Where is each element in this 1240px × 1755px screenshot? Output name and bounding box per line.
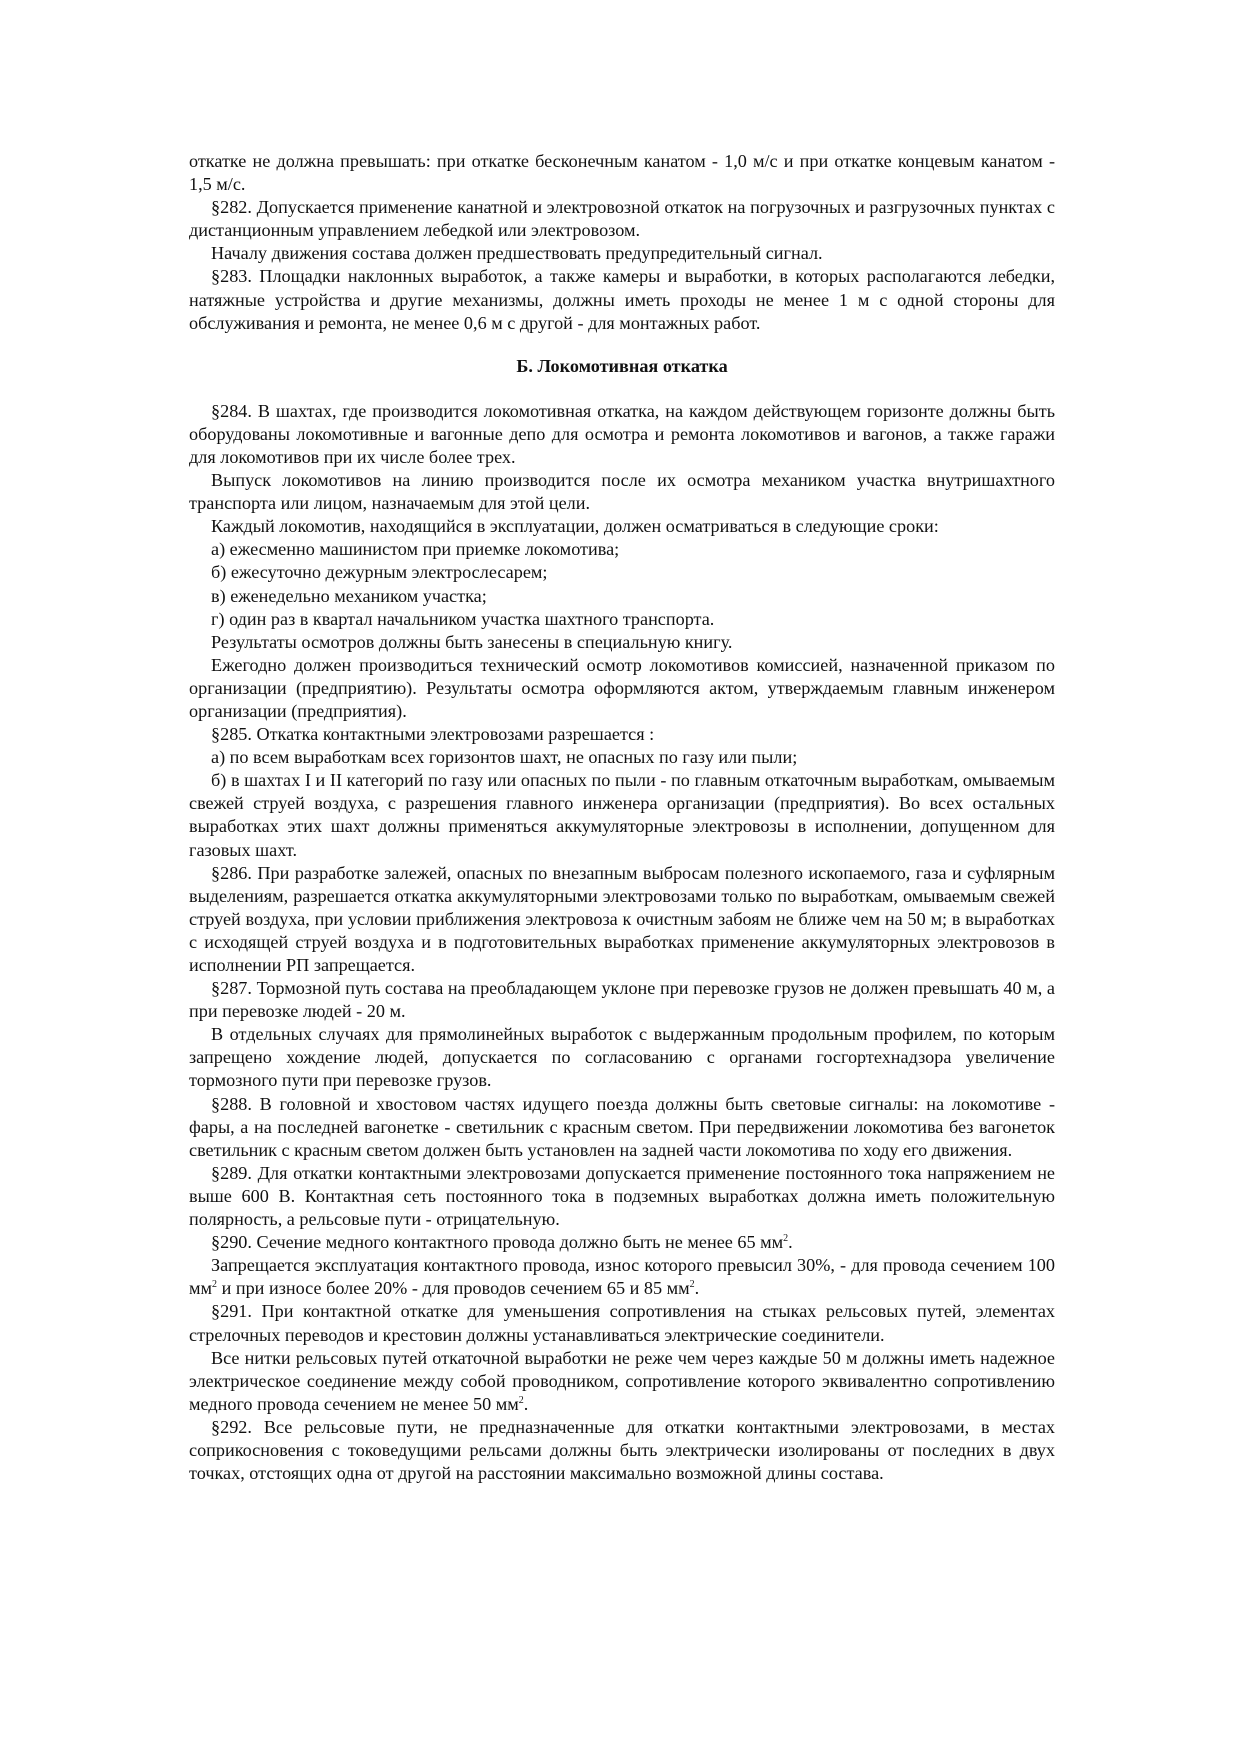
paragraph-284-results: Результаты осмотров должны быть занесены в специальную книгу. — [211, 631, 733, 652]
paragraph-287: §287. Тормозной путь состава на преобладающем уклоне при перевозке грузов не должен превышать 40 м, а при перевозке людей - 20 м. — [189, 978, 1055, 1022]
paragraph-continuation: откатке не должна превышать: при откатке бесконечным канатом - 1,0 м/с и при откатке концевым канатом - 1,5 м/с. — [189, 151, 1055, 195]
paragraph-284-annual: Ежегодно должен производиться технический осмотр локомотивов комиссией, назначенной приказом по организации (предприятию). Результаты осмотра оформляются актом, утверждаемым главным инженером организации (предприятия). — [189, 654, 1055, 721]
list-item: а) ежесменно машинистом при приемке локомотива; — [211, 539, 620, 560]
paragraph-282-signal: Началу движения состава должен предшествовать предупредительный сигнал. — [211, 243, 823, 264]
paragraph-287-exception: В отдельных случаях для прямолинейных выработок с выдержанным продольным профилем, по которым запрещено хождение людей, допускается по согласованию с органами госгортехнадзора увеличение тормозного пути при перевозке грузов. — [189, 1024, 1055, 1091]
paragraph-282: §282. Допускается применение канатной и электровозной откаток на погрузочных и разгрузочных пунктах с дистанционным управлением лебедкой или электровозом. — [189, 197, 1055, 241]
list-item: б) ежесуточно дежурным электрослесарем; — [211, 562, 548, 583]
list-item: г) один раз в квартал начальником участка шахтного транспорта. — [211, 608, 715, 629]
paragraph-291: §291. При контактной откатке для уменьшения сопротивления на стыках рельсовых путей, элементах стрелочных переводов и крестовин должны устанавливаться электрические соединители. — [189, 1301, 1055, 1345]
paragraph-292: §292. Все рельсовые пути, не предназначенные для откатки контактными электровозами, в местах соприкосновения с токоведущими рельсами должны быть электрически изолированы от последних в двух точках, отстоящих одна от другой на расстоянии максимально возможной длины состава. — [189, 1416, 1055, 1484]
paragraph-284-inspection: Каждый локомотив, находящийся в эксплуатации, должен осматриваться в следующие сроки: — [211, 516, 939, 537]
list-item: в) еженедельно механиком участка; — [211, 585, 487, 606]
paragraph-286: §286. При разработке залежей, опасных по внезапным выбросам полезного ископаемого, газа и суфлярным выделениям, разрешается откатка аккумуляторными электровозами только по выработкам, омываемым свежей струей воздуха, при условии приближения электровоза к очистным забоям не ближе чем на 50 м; в выработках с исходящей струей воздуха и в подготовительных выработках применение аккумуляторных электровозов в исполнении РП запрещается. — [189, 862, 1055, 975]
paragraph-288: §288. В головной и хвостовом частях идущего поезда должны быть световые сигналы: на локомотиве - фары, а на последней вагонетке - светильник с красным светом. При передвижении локомотива без вагонеток светильник с красным светом должен быть установлен на задней части локомотива по ходу его движения. — [189, 1093, 1055, 1160]
list-item: а) по всем выработкам всех горизонтов шахт, не опасных по газу или пыли; — [211, 747, 798, 768]
list-item: б) в шахтах I и II категорий по газу или опасных по пыли - по главным откаточным выработкам, омываемым свежей струей воздуха, с разрешения главного инженера организации (предприятия). Во всех остальных выработках этих шахт должны применяться аккумуляторные электровозы в исполнении, допущенном для газовых шахт. — [189, 770, 1055, 860]
paragraph-289: §289. Для откатки контактными электровозами допускается применение постоянного тока напряжением не выше 600 В. Контактная сеть постоянного тока в подземных выработках должна иметь положительную полярность, а рельсовые пути - отрицательную. — [189, 1162, 1055, 1230]
paragraph-291-rails: Все нитки рельсовых путей откаточной выработки не реже чем через каждые 50 м должны иметь надежное электрическое соединение между собой проводником, сопротивление которого эквивалентно сопротивлению медного провода сечением не менее 50 $мм^2$. — [189, 1347, 1055, 1414]
paragraph-284: §284. В шахтах, где производится локомотивная откатка, на каждом действующем горизонте должны быть оборудованы локомотивные и вагонные депо для осмотра и ремонта локомотивов и вагонов, а также гаражи для локомотивов при их числе более трех. — [189, 400, 1055, 467]
paragraph-283: §283. Площадки наклонных выработок, а также камеры и выработки, в которых располагаются лебедки, натяжные устройства и другие механизмы, должны иметь проходы не менее 1 м с одной стороны для обслуживания и ремонта, не менее 0,6 м с другой - для монтажных работ. — [189, 266, 1055, 333]
section-heading: Б. Локомотивная откатка — [516, 355, 728, 376]
document-page — [189, 150, 1055, 1485]
paragraph-290: §290. Сечение медного контактного провода должно быть не менее 65 $мм^2$. — [211, 1232, 793, 1253]
paragraph-285: §285. Откатка контактными электровозами разрешается : — [211, 724, 655, 745]
paragraph-290-wear: Запрещается эксплуатация контактного провода, износ которого превысил 30%, - для провода сечением 100 $мм^2$ и при износе более 20% - для проводов сечением 65 и 85 $мм^2$. — [189, 1255, 1055, 1299]
paragraph-284-release: Выпуск локомотивов на линию производится после их осмотра механиком участка внутришахтного транспорта или лицом, назначаемым для этой цели. — [189, 470, 1055, 514]
